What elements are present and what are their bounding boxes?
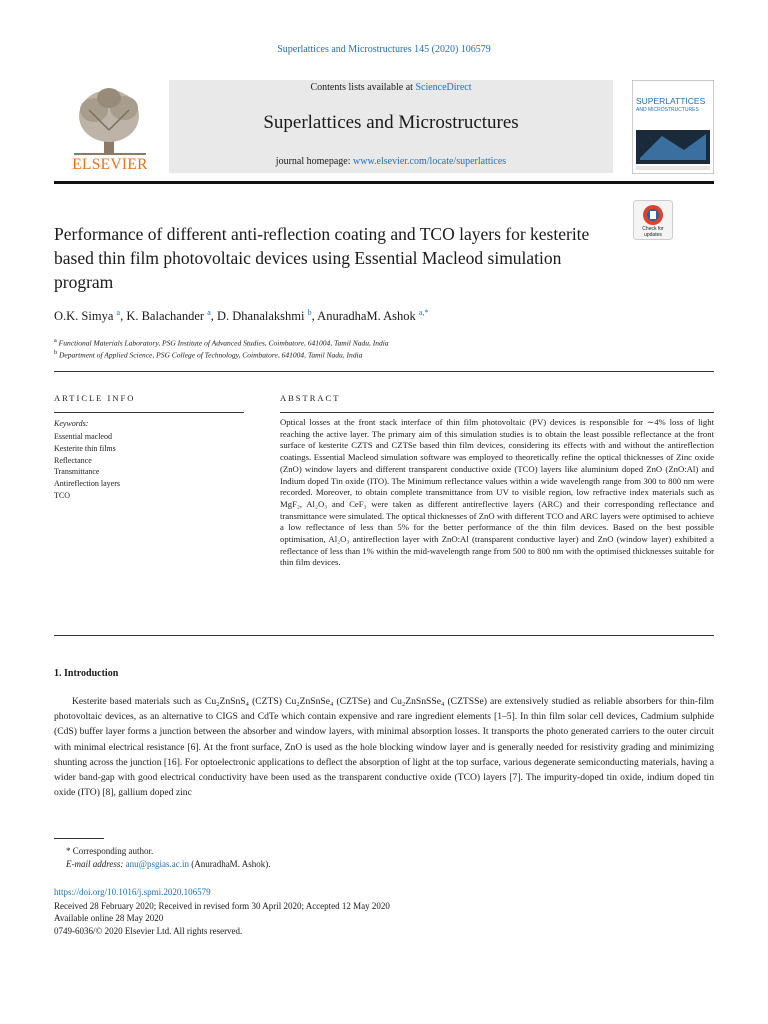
article-info-rule bbox=[54, 412, 244, 413]
footnote-divider bbox=[54, 838, 104, 839]
header-divider bbox=[54, 181, 714, 184]
received-dates: Received 28 February 2020; Received in revised form 30 April 2020; Accepted 12 May 2020 bbox=[54, 901, 390, 911]
section-divider bbox=[54, 371, 714, 372]
article-title: Performance of different anti-reflection coating and TCO layers for kesterite based thin film photovoltaic devices using Essential Macleod simulation program bbox=[54, 224, 590, 292]
author-name: O.K. Simya bbox=[54, 309, 114, 324]
keyword-list bbox=[54, 431, 120, 502]
introduction-paragraph: Kesterite based materials such as Cu₂ZnSnS₄ (CZTS) Cu₂ZnSnSe₄ (CZTSe) and Cu₂ZnSnSSe₄ (CZTSSe) are extensively studied as reliable absorbers for thin-film photovoltaic devices, as an alternative to CIGS and CdTe which contain expensive and rare ingredient elements [1–5]. In thin film solar cell devices, Cadmium sulphide (CdS) buffer layer forms a junction between the absorber and window layers, with minimal absorption losses. It transports the photo generated carriers to the outer circuit with minimal electrical resistance [6]. At the front surface, ZnO is used as the hole blocking window layer and is generally needed for resistivity grading and minimizing shunting across the junction [16]. For optoelectronic applications to deflect the absorption of light at the top surface, various degenerate semiconducting materials, having a wider band-gap with good electrical conductivity have been used as the transparent conductive oxide (TCO) layers [7]. The impurity-doped tin oxide, indium doped tin oxide (ITO) [8], gallium doped zinc bbox=[54, 696, 714, 799]
doi-link[interactable]: https://doi.org/10.1016/j.spmi.2020.106579 bbox=[54, 887, 211, 897]
keywords-label: Keywords: bbox=[54, 419, 89, 428]
check-for-updates-badge[interactable] bbox=[633, 200, 673, 240]
affiliation-b: $^b$ Department of Applied Science, PSG College of Technology, Coimbatore, 641004, Tamil Nadu, India bbox=[54, 349, 363, 360]
affiliation-a: $^a$ Functional Materials Laboratory, PSG Institute of Advanced Studies, Coimbatore, 641004, Tamil Nadu, India bbox=[54, 337, 389, 348]
badge-label: Check for updates bbox=[642, 226, 664, 238]
abstract-heading: ABSTRACT bbox=[280, 393, 341, 403]
email-note: E-mail address: anu@psgias.ac.in (AnuradhaM. Ashok). bbox=[66, 859, 271, 869]
elsevier-wordmark: ELSEVIER bbox=[72, 156, 148, 173]
author-affil-marker[interactable]: a bbox=[207, 308, 211, 317]
keyword-item: TCO bbox=[54, 490, 70, 500]
journal-reference[interactable]: Superlattices and Microstructures 145 (2020) 106579 bbox=[277, 44, 491, 55]
abstract-rule bbox=[280, 412, 714, 413]
contents-line: Contents lists available at ScienceDirect bbox=[310, 82, 472, 93]
introduction-heading: 1. Introduction bbox=[54, 668, 119, 679]
email-link[interactable]: anu@psgias.ac.in bbox=[125, 859, 189, 869]
author-affil-marker[interactable]: b bbox=[307, 308, 312, 317]
author-name: D. Dhanalakshmi bbox=[217, 309, 305, 324]
copyright-line: 0749-6036/© 2020 Elsevier Ltd. All rights reserved. bbox=[54, 926, 243, 936]
abstract-bottom-rule bbox=[54, 635, 714, 636]
cover-image bbox=[632, 80, 714, 174]
available-online: Available online 28 May 2020 bbox=[54, 913, 164, 923]
author-name: K. Balachander bbox=[126, 309, 205, 324]
author-name: AnuradhaM. Ashok bbox=[317, 309, 416, 324]
keyword-item: Essential macleod bbox=[54, 432, 112, 441]
keyword-item: Transmittance bbox=[54, 467, 100, 477]
article-info-heading: ARTICLE INFO bbox=[54, 393, 136, 403]
corresponding-author-note: * Corresponding author. bbox=[66, 846, 154, 856]
author-list: O.K. Simya $^a$, K. Balachander $^a$, D. Dhanalakshmi $^b$, AnuradhaM. Ashok $^{a,*}$ bbox=[54, 308, 429, 324]
author-affil-marker[interactable]: a bbox=[116, 308, 121, 317]
sciencedirect-link[interactable]: ScienceDirect bbox=[415, 82, 472, 93]
author-affil-marker[interactable]: a,* bbox=[418, 308, 429, 317]
cover-title: SUPERLATTICES bbox=[636, 96, 706, 106]
keyword-item: Kesterite thin films bbox=[54, 443, 116, 453]
journal-cover bbox=[632, 80, 714, 174]
journal-title: Superlattices and Microstructures bbox=[263, 112, 519, 133]
journal-homepage: journal homepage: www.elsevier.com/locate/superlattices bbox=[275, 156, 507, 167]
elsevier-logo bbox=[54, 80, 166, 175]
keyword-item: Reflectance bbox=[54, 455, 92, 465]
cover-subtitle: AND MICROSTRUCTURES bbox=[636, 107, 699, 113]
abstract-text: Optical losses at the front stack interface of thin film photovoltaic (PV) devices is responsible for ∼4% loss of light reaching the active layer. The primary aim of this simulation studies is to obtain the least possible reflectance at the front surface of kesterite CZTS and CZTSe based thin film devices, considering its effects with and without the antireflection coatings. Essential Macleod simulation software was employed to theoretically refine the optical thicknesses of Zinc oxide (ZnO) window layers and different transparent conductive oxide (TCO) layers like aluminium doped ZnO (ZnO:Al) and Indium doped Tin oxide (ITO). The Minimum reflectance values within a wide wavelength range from 300 to 800 nm were recorded. Moreover, to obtain complete transmittance from UV to visible region, low refractive index materials such as MgF₂, Al₂O₃ and CeF₃ were taken as different antireflective layers (ARC) and their corresponding reflectance and transmittance were simulated. The optical thicknesses of ZnO with different TCO and ARC layers were optimised to achieve a low reflectance of less than 5% for the better performance of the thin film devices. Based on the best possible optimisation, Al₂O₃ antireflection layer with ZnO:Al (transparent conductive layer) and ZnO (window layer) exhibited a reflectance of less than 1% within the mid-wavelength range from 500 to 800 nm with the optimised thicknesses suitable for thin film devices. bbox=[280, 417, 714, 568]
homepage-link[interactable]: www.elsevier.com/locate/superlattices bbox=[353, 156, 507, 167]
keyword-item: Antireflection layers bbox=[54, 479, 120, 489]
